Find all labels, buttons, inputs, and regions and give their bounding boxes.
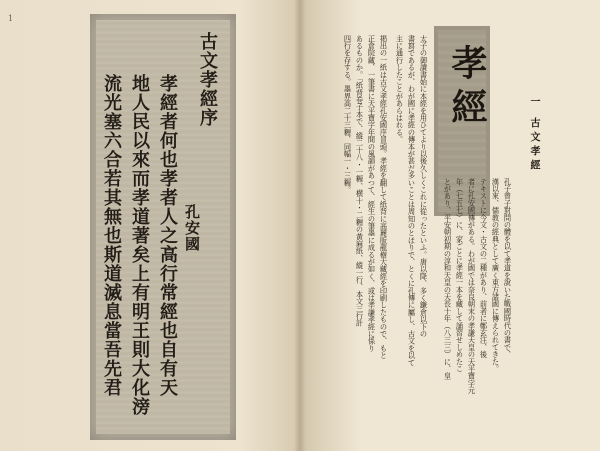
body-line: 書寫であるが、わが國に孝經の傳本が甚だ多いことは周知のとほりで、とくに孔傳に屬し、古文を以て bbox=[407, 35, 417, 367]
section-title: 一 古文孝經 bbox=[528, 96, 539, 174]
calligraphy-plate bbox=[90, 14, 236, 440]
body-line: 太子の御讀書始に本經を用ひてより以後久しくこれに從ったといふ。唐以降、多く鎌倉以下の bbox=[419, 35, 429, 338]
body-line: 孔子曾子對問の體を以て孝道を說いた戰國時代の書で、 bbox=[503, 178, 513, 358]
body-line: 掲出の一紙は古文孝經孔安國序冒頭。孝經を翻して紙背に高麗版龍樹大藏經を印刷したもので、もと bbox=[379, 35, 389, 359]
plate-line: 孝經者何也孝者人之高行常經也自有天 bbox=[157, 74, 178, 397]
body-line: あるものか。「紙背卷子本で、縱二十八・一糎、横十・二糎の黃麻紙、縱一行、本文三行計 bbox=[355, 35, 365, 327]
title-calligraphy: 孝經 bbox=[446, 44, 488, 132]
body-line: とがあり、平安朝初期の淳和天皇の天長十年（八三三）に、皇 bbox=[443, 178, 453, 380]
plate-line: 流光塞六合若其無也斯道滅息當吾先君 bbox=[101, 74, 122, 397]
body-line: 正倉院藏、一筆書に天平寶字年間の風韻があつて、經生の筆墨に成るが如く、或は孝謙孝經に係り bbox=[367, 35, 377, 352]
body-line: テキストに今文・古文の二種があり、前者に鄭玄注、後 bbox=[479, 178, 489, 358]
body-line: 者に孔安國傳がある。わが國では奈良朝末の孝謙天皇の天平寶字元 bbox=[467, 178, 477, 394]
body-line: 年（七五七）に、家ごとに孝經一本を藏して誦習せしめたこ bbox=[455, 178, 465, 373]
body-line: 四行を存する。墨界高二十三糎、同幅一・三糎。 bbox=[343, 35, 353, 194]
plate-title: 古文孝經序 bbox=[197, 32, 218, 127]
page-number: 1 bbox=[8, 14, 14, 23]
right-page bbox=[300, 0, 600, 451]
plate-author: 孔安國 bbox=[183, 204, 201, 252]
body-line: 主に通行したことがあらはれる。 bbox=[395, 35, 405, 143]
body-line: 漢以來、儒教の經典として廣く東方諸國に傳えられてきた。 bbox=[491, 178, 501, 373]
plate-line: 地人民以來而孝道著矣上有明王則大化滂 bbox=[129, 74, 150, 416]
